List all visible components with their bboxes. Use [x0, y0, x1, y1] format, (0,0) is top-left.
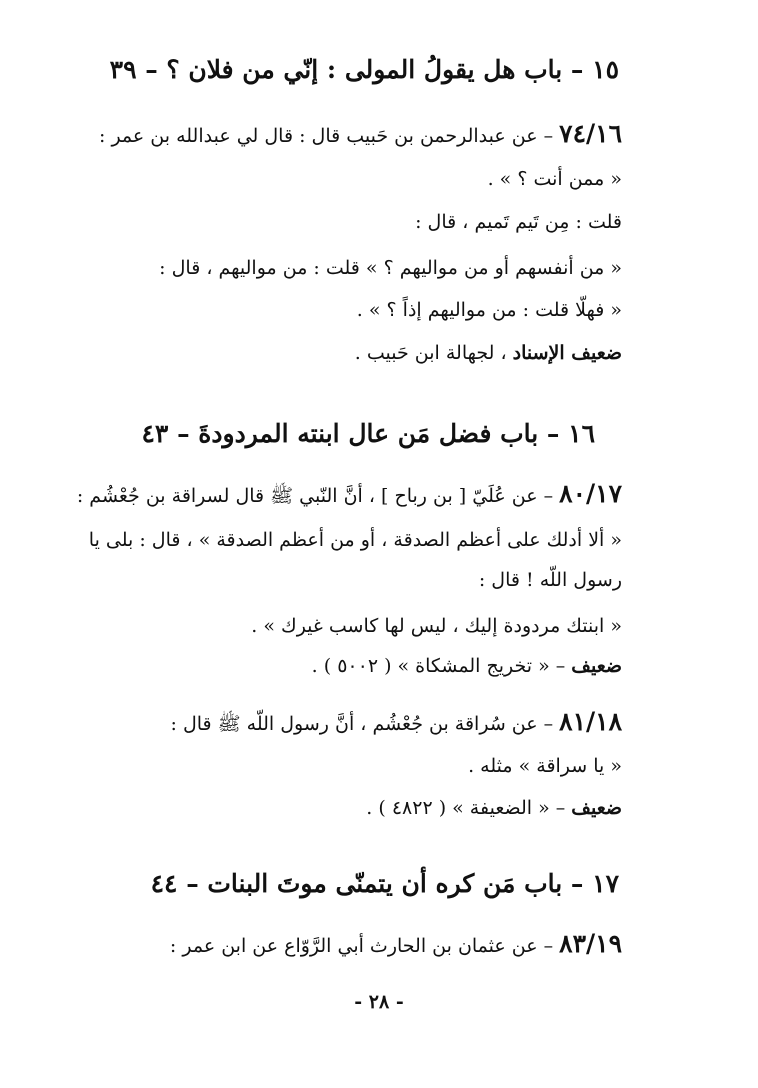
grade-text: – « تخريج المشكاة » ( ٥٠٠٢ ) . — [311, 655, 572, 677]
grade-text: ، لجهالة ابن حَبيب . — [354, 342, 513, 364]
text-line: « ألا أدلك على أعظم الصدقة ، أو من أعظم الصدقة » ، قال : بلى يا — [88, 529, 622, 551]
page-number: - ٢٨ - — [354, 991, 404, 1013]
text-line: رسول اللّه ! قال : — [478, 569, 622, 591]
hadith-text: – عن عُلَيّ [ بن رباح ] ، أنَّ النّبي ﷺ قال لسراقة بن جُعْشُم : — [76, 485, 560, 507]
grade-line — [355, 339, 622, 367]
grade-line — [366, 794, 622, 822]
text-line: قلت : مِن تَيم تَميم ، قال : — [415, 211, 622, 233]
hadith-number: ٨٣/١٩ — [559, 929, 622, 958]
section-heading-17: ١٧ – باب مَن كره أن يتمنّى موتَ البنات – ٤٤ — [150, 869, 619, 898]
hadith-line-83 — [170, 930, 622, 960]
grade-text: – « الضعيفة » ( ٤٨٢٢ ) . — [366, 797, 572, 819]
text-line: « فهلّا قلت : من مواليهم إذاً ؟ » . — [356, 299, 622, 321]
hadith-line-74 — [99, 120, 622, 150]
hadith-number: ٧٤/١٦ — [559, 119, 622, 148]
grade-label: ضعيف — [571, 655, 622, 677]
section-heading-16: ١٦ – باب فضل مَن عال ابنته المردودةَ – ٤٣ — [141, 419, 595, 448]
hadith-number: ٨٠/١٧ — [559, 479, 622, 508]
grade-line — [312, 652, 622, 680]
hadith-number: ٨١/١٨ — [559, 707, 622, 736]
text-line: « ابنتك مردودة إليك ، ليس لها كاسب غيرك » . — [251, 615, 622, 637]
section-heading-15: ١٥ – باب هل يقولُ المولى : إنّي من فلان ؟ – ٣٩ — [109, 55, 619, 84]
hadith-text: – عن عثمان بن الحارث أبي الرَّوّاع عن ابن عمر : — [169, 935, 560, 957]
hadith-line-81 — [171, 708, 622, 738]
text-line: « من أنفسهم أو من مواليهم ؟ » قلت : من مواليهم ، قال : — [159, 257, 622, 279]
hadith-text: – عن سُراقة بن جُعْشُم ، أنَّ رسول اللّه ﷺ قال : — [170, 713, 560, 735]
text-line: « ممن أنت ؟ » . — [487, 168, 622, 190]
grade-label: ضعيف — [571, 797, 622, 819]
text-line: « يا سراقة » مثله . — [468, 755, 622, 777]
hadith-text: – عن عبدالرحمن بن حَبيب قال : قال لي عبدالله بن عمر : — [99, 125, 560, 147]
hadith-line-80 — [77, 480, 622, 510]
grade-label: ضعيف الإسناد — [512, 342, 622, 364]
